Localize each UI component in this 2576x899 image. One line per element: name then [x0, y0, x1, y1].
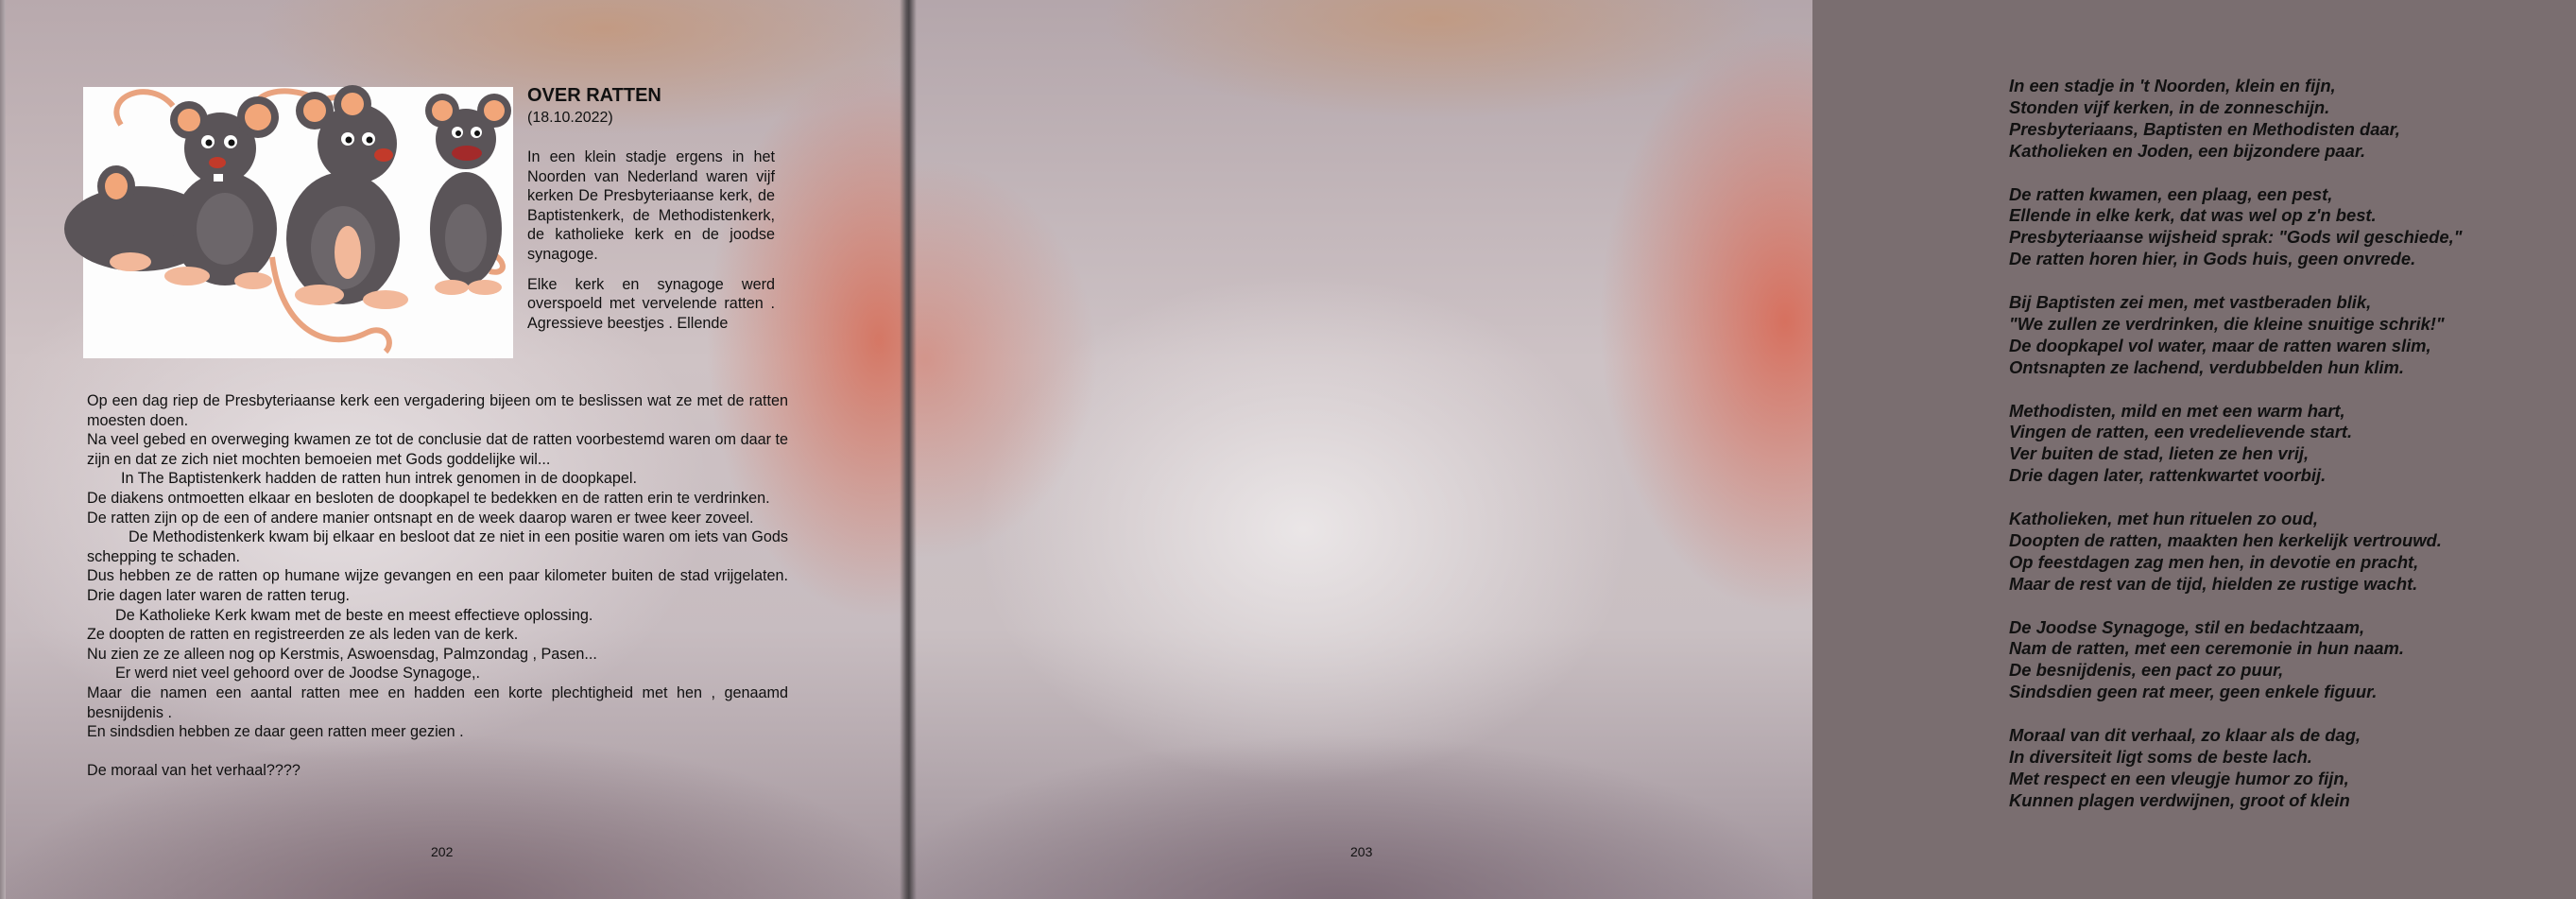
poem [2009, 76, 2576, 834]
poem-line: Sindsdien geen rat meer, geen enkele figuur. [2009, 682, 2378, 702]
poem-line: Op feestdagen zag men hen, in devotie en pracht, [2009, 551, 2419, 572]
page-edge [0, 0, 6, 899]
body-paragraph: En sindsdien hebben ze daar geen ratten meer gezien . [87, 723, 464, 741]
body-paragraph: Maar die namen een aantal ratten mee en hadden een korte plechtigheid met hen , genaamd besnijdenis . [87, 683, 788, 721]
poem-line: Met respect en een vleugje humor zo fijn, [2009, 768, 2349, 788]
book-gutter [900, 0, 917, 899]
poem-line: Doopten de ratten, maakten hen kerkelijk vertrouwd. [2009, 529, 2442, 550]
story-body [87, 391, 788, 780]
body-paragraph: De ratten zijn op de een of andere manier ontsnapt en de week daarop waren er twee keer zoveel. [87, 509, 754, 527]
poem-stanza [2009, 76, 2576, 163]
page-number-right: 203 [1350, 844, 1373, 859]
poem-line: De ratten horen hier, in Gods huis, geen onvrede. [2009, 249, 2416, 269]
story-intro [527, 147, 775, 343]
poem-line: In diversiteit ligt soms de beste lach. [2009, 747, 2312, 767]
poem-line: De ratten kwamen, een plaag, een pest, [2009, 183, 2333, 204]
body-paragraph: De Methodistenkerk kwam bij elkaar en besloot dat ze niet in een positie waren om iets van Gods schepping te schaden. [87, 528, 788, 565]
poem-stanza [2009, 725, 2576, 812]
poem-stanza [2009, 509, 2576, 596]
poem-line: Presbyteriaans, Baptisten en Methodisten daar, [2009, 118, 2400, 139]
poem-line: De besnijdenis, een pact zo puur, [2009, 660, 2284, 681]
poem-line: De Joodse Synagoge, stil en bedachtzaam, [2009, 616, 2365, 637]
poem-line: Ellende in elke kerk, dat was wel op z'n best. [2009, 205, 2377, 226]
poem-line: "We zullen ze verdrinken, die kleine snuitige schrik!" [2009, 313, 2445, 334]
poem-line: Ontsnapten ze lachend, verdubbelden hun klim. [2009, 356, 2404, 377]
poem-line: De doopkapel vol water, maar de ratten waren slim, [2009, 335, 2431, 355]
poem-line: Methodisten, mild en met een warm hart, [2009, 400, 2345, 421]
right-page [906, 0, 2463, 899]
poem-stanza [2009, 617, 2576, 704]
story-date: (18.10.2022) [527, 110, 613, 126]
poem-line: Maar de rest van de tijd, hielden ze rustige wacht. [2009, 573, 2418, 594]
body-paragraph: Dus hebben ze de ratten op humane wijze gevangen en een paar kilometer buiten de stad vrijgelaten. Drie dagen later waren de ratten terug. [87, 567, 788, 604]
page-number-left: 202 [431, 844, 454, 859]
body-paragraph: Nu zien ze ze alleen nog op Kerstmis, Aswoensdag, Palmzondag , Pasen... [87, 645, 597, 663]
poem-stanza [2009, 401, 2576, 488]
left-page [0, 0, 906, 899]
poem-line: Stonden vijf kerken, in de zonneschijn. [2009, 96, 2330, 117]
poem-line: Katholieken en Joden, een bijzondere paar. [2009, 140, 2366, 161]
moral-question: De moraal van het verhaal???? [87, 761, 301, 779]
poem-line: Kunnen plagen verdwijnen, groot of klein [2009, 789, 2350, 810]
poem-stanza [2009, 184, 2576, 271]
rats-image [83, 87, 513, 358]
intro-paragraph: Elke kerk en synagoge werd overspoeld met vervelende ratten . Agressieve beestjes . Ellende [527, 275, 775, 332]
story-title: OVER RATTEN [527, 85, 661, 106]
poem-line: Bij Baptisten zei men, met vastberaden blik, [2009, 292, 2372, 313]
poem-stanza [2009, 292, 2576, 379]
poem-line: Moraal van dit verhaal, zo klaar als de dag, [2009, 725, 2361, 746]
body-paragraph: Ze doopten de ratten en registreerden ze als leden van de kerk. [87, 626, 519, 644]
body-paragraph: Op een dag riep de Presbyteriaanse kerk een vergadering bijeen om te beslissen wat ze met de ratten moesten doen. [87, 392, 788, 429]
intro-paragraph: In een klein stadje ergens in het Noorden van Nederland waren vijf kerken De Presbyteriaanse kerk, de Baptistenkerk, de Methodistenkerk, de katholieke kerk en de joodse synagoge. [527, 148, 775, 263]
poem-line: Katholieken, met hun rituelen zo oud, [2009, 509, 2318, 529]
poem-line: Ver buiten de stad, lieten ze hen vrij, [2009, 443, 2310, 464]
body-paragraph: De Katholieke Kerk kwam met de beste en meest effectieve oplossing. [115, 606, 593, 624]
body-paragraph: De diakens ontmoetten elkaar en besloten de doopkapel te bedekken en de ratten erin te verdrinken. [87, 489, 770, 507]
body-paragraph: In The Baptistenkerk hadden de ratten hun intrek genomen in de doopkapel. [121, 470, 637, 488]
poem-line: In een stadje in 't Noorden, klein en fijn, [2009, 76, 2336, 95]
body-paragraph: Na veel gebed en overweging kwamen ze tot de conclusie dat de ratten voorbestemd waren om daar te zijn en dat ze zich niet mochten bemoeien met Gods goddelijke wil... [87, 431, 788, 468]
body-paragraph: Er werd niet veel gehoord over de Joodse Synagoge,. [115, 665, 481, 683]
poem-line: Vingen de ratten, een vredelievende start. [2009, 422, 2353, 442]
poem-line: Presbyteriaanse wijsheid sprak: "Gods wil geschiede," [2009, 227, 2463, 248]
poem-line: Drie dagen later, rattenkwartet voorbij. [2009, 465, 2327, 486]
poem-line: Nam de ratten, met een ceremonie in hun naam. [2009, 638, 2404, 659]
rats-illustration [83, 87, 513, 358]
